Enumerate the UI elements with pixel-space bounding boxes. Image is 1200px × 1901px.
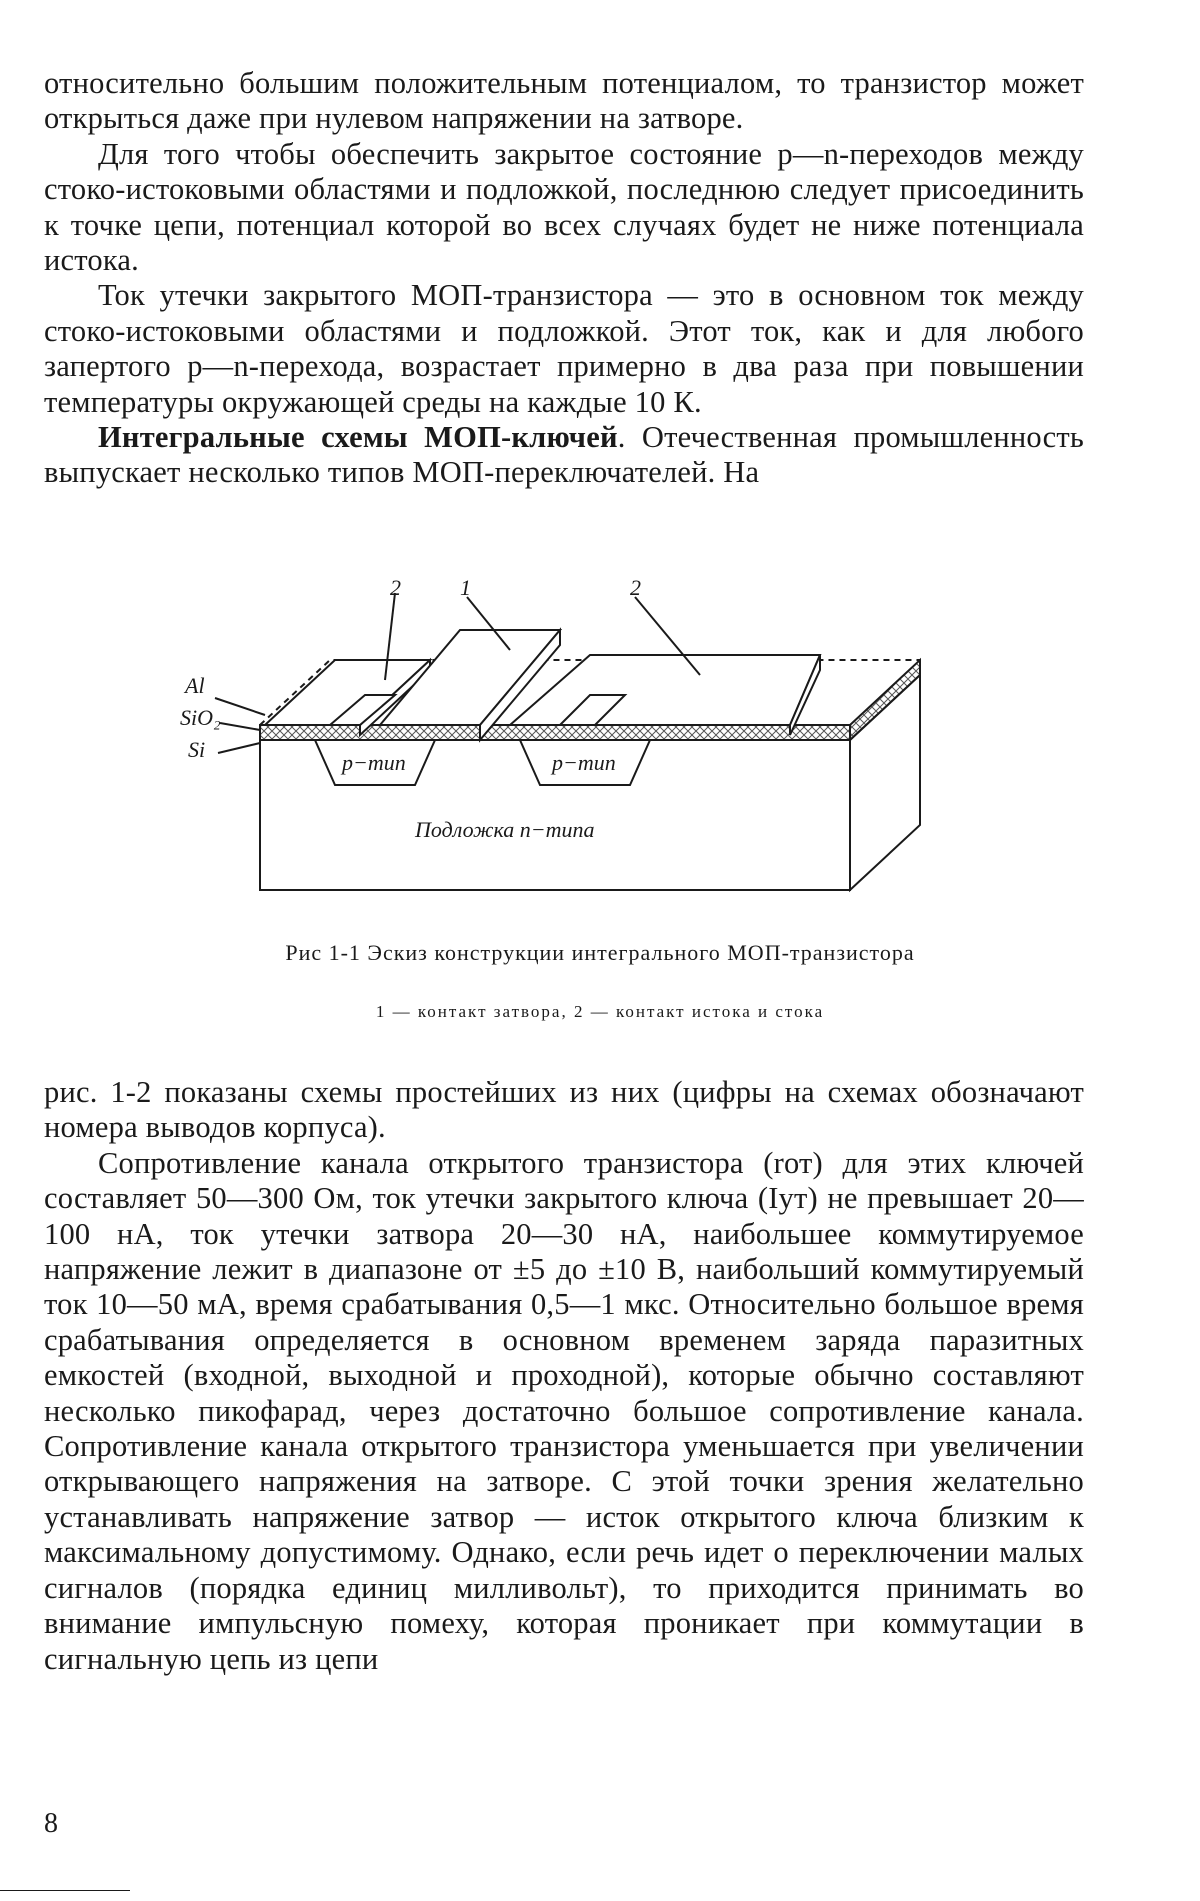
page-number: 8 <box>44 1808 58 1839</box>
paragraph-4-text: . Отечественная промышленность выпускает несколько типов МОП-переключателей. На <box>44 420 1084 490</box>
footer-rule <box>0 1890 130 1891</box>
label-sio2: SiO₂ <box>180 705 221 730</box>
paragraph-5: рис. 1-2 показаны схемы простейших из них (цифры на схемах обозначают номера выводов корпуса). <box>44 1075 1084 1145</box>
label-p-right: p−тип <box>552 750 616 775</box>
label-si: Si <box>188 737 206 762</box>
label-substrate: Подложка n−типа <box>415 817 595 842</box>
figure-caption: Рис 1-1 Эскиз конструкции интегрального МОП-транзистора <box>285 940 915 965</box>
label-p-left: p−тип <box>342 750 406 775</box>
oxide-layer <box>260 725 850 740</box>
callout-2-right: 2 <box>630 575 641 600</box>
metal-contact-right <box>510 655 820 725</box>
text-block-top <box>44 66 1084 491</box>
paragraph-6: Сопротивление канала открытого транзистора (rот) для этих ключей составляет 50—300 Ом, ток утечки закрытого ключа (Iут) не превышает 20—100 нА, ток утечки затвора 20—30 нА, наибольшее коммутируемое напряжение лежит в диапазоне от ±5 до ±10 В, наибольший коммутируемый ток 10—50 мА, время срабатывания 0,5—1 мкс. Относительно большое время срабатывания определяется в основном временем заряда паразитных емкостей (входной, выходной и проходной), которые обычно составляют несколько пикофарад, через достаточно большое сопротивление канала. Сопротивление канала открытого транзистора уменьшается при увеличении открывающего напряжения на затворе. С этой точки зрения желательно устанавливать напряжение затвор — исток открытого ключа близким к максимальному допустимому. Однако, если речь идет о переключении малых сигналов (порядка единиц милливольт), то приходится принимать во внимание импульсную помеху, которая проникает при коммутации в сигнальную цепь из цепи <box>44 1145 1084 1676</box>
callout-1: 1 <box>460 575 471 600</box>
mos-transistor-figure <box>180 575 980 930</box>
paragraph-4 <box>44 420 1084 491</box>
callout-2-left: 2 <box>390 575 401 600</box>
text-block-bottom <box>44 1075 1084 1677</box>
paragraph-1: относительно большим положительным потенциалом, то транзистор может открыться даже при нулевом напряжении на затворе. <box>44 66 1084 136</box>
label-al: Al <box>185 673 205 698</box>
paragraph-3: Ток утечки закрытого МОП-транзистора — это в основном ток между стоко-истоковыми областями и подложкой. Этот ток, как и для любого запертого p—n-перехода, возрастает примерно в два раза при повышении температуры окружающей среды на каждые 10 К. <box>44 278 1084 419</box>
section-heading: Интегральные схемы МОП-ключей <box>98 420 618 455</box>
figure-legend: 1 — контакт затвора, 2 — контакт истока и стока <box>375 1002 825 1021</box>
paragraph-2: Для того чтобы обеспечить закрытое состояние p—n-переходов между стоко-истоковыми областями и подложкой, последнюю следует присоединить к точке цепи, потенциал которой во всех случаях будет не ниже потенциала истока. <box>44 136 1084 278</box>
